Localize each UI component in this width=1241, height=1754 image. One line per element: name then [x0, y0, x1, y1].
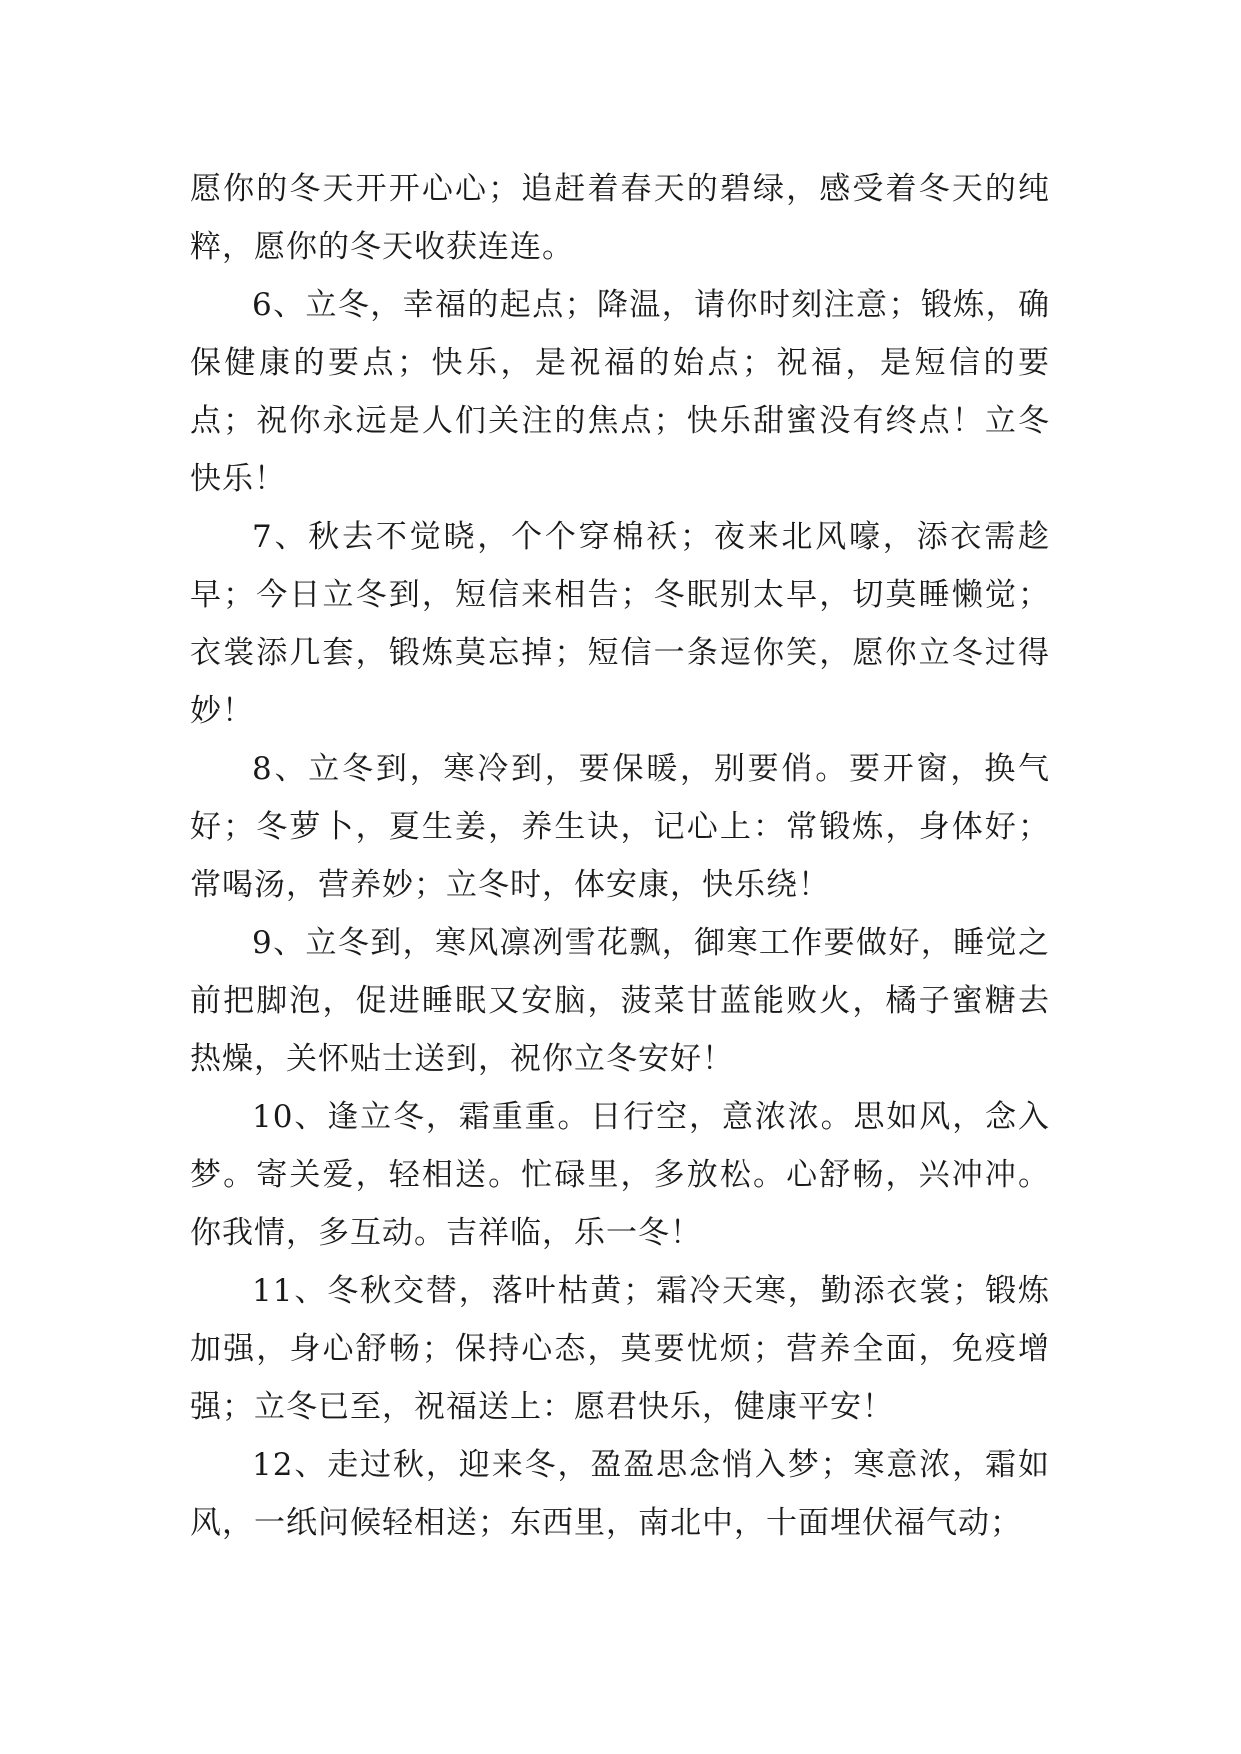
document-body	[190, 160, 1050, 1552]
paragraph-continuation: 愿你的冬天开开心心；追赶着春天的碧绿，感受着冬天的纯粹，愿你的冬天收获连连。	[190, 171, 1050, 265]
paragraph-item-12: 12、走过秋，迎来冬，盈盈思念悄入梦；寒意浓，霜如风，一纸问候轻相送；东西里，南北中，十面埋伏福气动；	[190, 1447, 1050, 1541]
paragraph-item-8: 8、立冬到，寒冷到，要保暖，别要俏。要开窗，换气好；冬萝卜，夏生姜，养生诀，记心上：常锻炼，身体好；常喝汤，营养妙；立冬时，体安康，快乐绕！	[190, 751, 1050, 903]
paragraph-item-11: 11、冬秋交替，落叶枯黄；霜冷天寒，勤添衣裳；锻炼加强，身心舒畅；保持心态，莫要忧烦；营养全面，免疫增强；立冬已至，祝福送上：愿君快乐，健康平安！	[190, 1273, 1050, 1425]
paragraph-item-6: 6、立冬，幸福的起点；降温，请你时刻注意；锻炼，确保健康的要点；快乐，是祝福的始点；祝福，是短信的要点；祝你永远是人们关注的焦点；快乐甜蜜没有终点！立冬快乐！	[190, 287, 1050, 497]
paragraph-item-7: 7、秋去不觉晓，个个穿棉袄；夜来北风嚎，添衣需趁早；今日立冬到，短信来相告；冬眠别太早，切莫睡懒觉；衣裳添几套，锻炼莫忘掉；短信一条逗你笑，愿你立冬过得妙！	[190, 519, 1050, 729]
paragraph-item-10: 10、逢立冬，霜重重。日行空，意浓浓。思如风，念入梦。寄关爱，轻相送。忙碌里，多放松。心舒畅，兴冲冲。你我情，多互动。吉祥临，乐一冬！	[190, 1099, 1050, 1251]
paragraph-item-9: 9、立冬到，寒风凛冽雪花飘，御寒工作要做好，睡觉之前把脚泡，促进睡眠又安脑，菠菜甘蓝能败火，橘子蜜糖去热燥，关怀贴士送到，祝你立冬安好！	[190, 925, 1050, 1077]
